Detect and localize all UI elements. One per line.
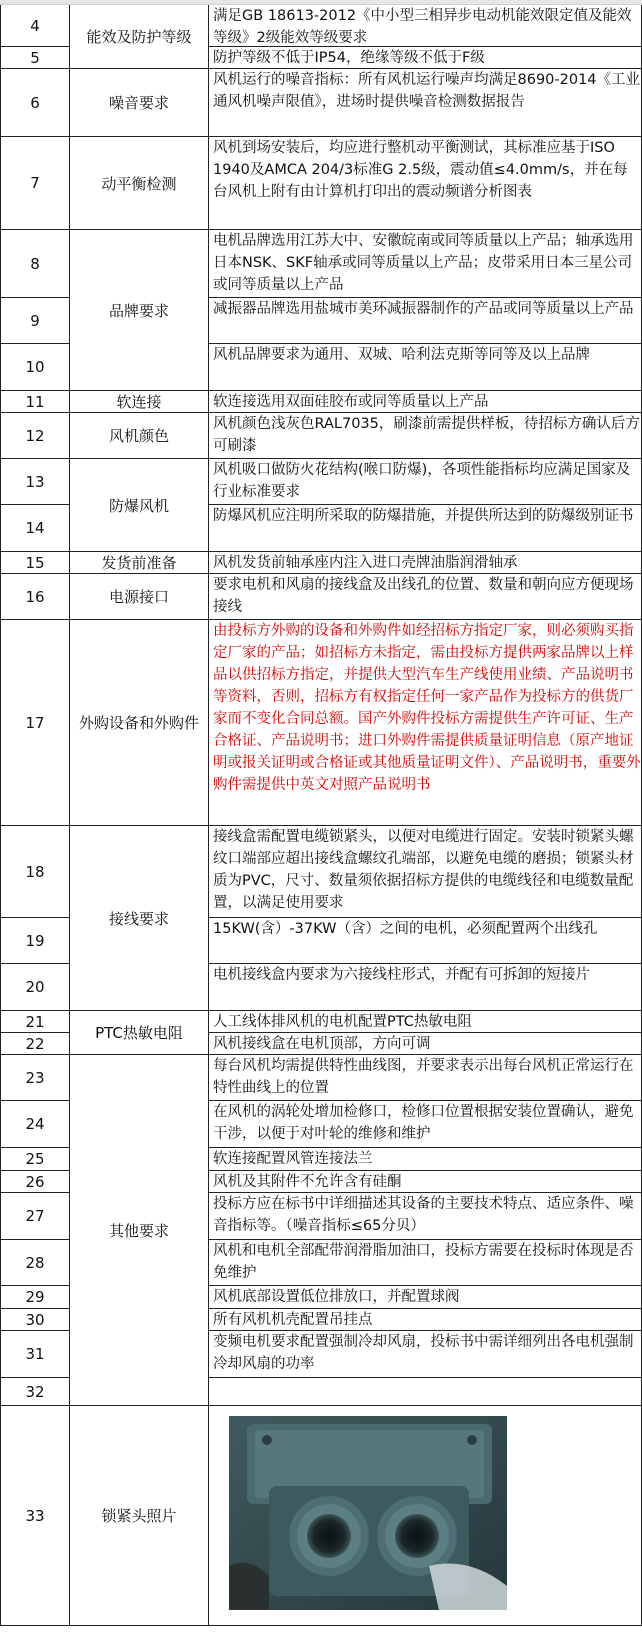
category-cell: 其他要求 bbox=[70, 1055, 209, 1406]
category-cell: 外购设备和外购件 bbox=[70, 620, 209, 826]
category-cell: 电源接口 bbox=[70, 574, 209, 620]
category-cell: 能效及防护等级 bbox=[70, 5, 209, 69]
requirement-text: 风机品牌要求为通用、双城、哈利法克斯等同等及以上品牌 bbox=[209, 344, 642, 391]
requirement-text: 风机吸口做防火花结构(喉口防爆)，各项性能指标均应满足国家及行业标准要求 bbox=[209, 459, 642, 505]
row-number: 8 bbox=[0, 230, 70, 298]
requirement-text: 在风机的涡轮处增加检修口，检修口位置根据安装位置确认，避免干涉，以便于对叶轮的维修和维护 bbox=[209, 1101, 642, 1148]
requirement-text-highlighted: 由投标方外购的设备和外购件如经招标方指定厂家，则必须购买指定厂家的产品；如招标方未指定，需由投标方提供两家品牌以上样品以供招标方指定，并提供大型汽车生产线使用业绩、产品说明书等资料，否则，招标方有权指定任何一家产品作为投标方的供货厂家而不变化合同总额。国产外购件投标方需提供生产许可证、生产合格证、产品说明书；进口外购件需提供质量证明信息（原产地证明或报关证明或合格证或其他质量证明文件）、产品说明书，重要外购件需提供中英文对照产品说明书 bbox=[209, 620, 642, 826]
requirement-text: 软连接配置风管连接法兰 bbox=[209, 1148, 642, 1171]
row-number: 30 bbox=[0, 1309, 70, 1331]
row-number: 25 bbox=[0, 1148, 70, 1171]
requirement-text: 接线盒需配置电缆锁紧头，以便对电缆进行固定。安装时锁紧头螺纹口端部应超出接线盒螺纹孔端部，以避免电缆的磨损；锁紧头材质为PVC，尺寸、数量须依据招标方提供的电缆线径和电缆数量配置，以满足使用要求 bbox=[209, 826, 642, 918]
row-number: 29 bbox=[0, 1286, 70, 1309]
requirement-text: 风机到场安装后，均应进行整机动平衡测试，其标准应基于ISO 1940及AMCA 204/3标准G 2.5级，震动值≤4.0mm/s，并在每台风机上附有由计算机打印出的震动频谱分析图表 bbox=[209, 137, 642, 230]
row-number: 23 bbox=[0, 1055, 70, 1101]
sheet-bottom bbox=[0, 1626, 642, 1638]
requirement-text: 风机底部设置低位排放口，并配置球阀 bbox=[209, 1286, 642, 1309]
row-number: 9 bbox=[0, 298, 70, 344]
row-number: 20 bbox=[0, 964, 70, 1011]
category-cell: 软连接 bbox=[70, 391, 209, 413]
requirement-text: 每台风机均需提供特性曲线图，并要求表示出每台风机正常运行在特性曲线上的位置 bbox=[209, 1055, 642, 1101]
requirement-text: 电机品牌选用江苏大中、安徽皖南或同等质量以上产品；轴承选用日本NSK、SKF轴承或同等质量以上产品；皮带采用日本三星公司或同等质量以上产品 bbox=[209, 230, 642, 298]
photo-cell bbox=[209, 1406, 642, 1626]
requirement-text: 防爆风机应注明所采取的防爆措施，并提供所达到的防爆级别证书 bbox=[209, 505, 642, 552]
row-number: 4 bbox=[0, 5, 70, 47]
row-number: 11 bbox=[0, 391, 70, 413]
category-cell: 防爆风机 bbox=[70, 459, 209, 552]
row-number: 26 bbox=[0, 1171, 70, 1193]
row-number: 19 bbox=[0, 918, 70, 964]
requirement-text: 防护等级不低于IP54，绝缘等级不低于F级 bbox=[209, 47, 642, 69]
category-cell: 风机颜色 bbox=[70, 413, 209, 459]
row-number: 6 bbox=[0, 69, 70, 137]
row-number: 16 bbox=[0, 574, 70, 620]
requirement-text: 风机及其附件不允许含有硅酮 bbox=[209, 1171, 642, 1193]
row-number: 15 bbox=[0, 552, 70, 574]
requirement-text: 风机颜色浅灰色RAL7035，刷漆前需提供样板，待招标方确认后方可刷漆 bbox=[209, 413, 642, 459]
row-number: 5 bbox=[0, 47, 70, 69]
row-number: 14 bbox=[0, 505, 70, 552]
requirement-text: 减振器品牌选用盐城市美环减振器制作的产品或同等质量以上产品 bbox=[209, 298, 642, 344]
category-cell: 锁紧头照片 bbox=[70, 1406, 209, 1626]
requirement-text: 风机和电机全部配带润滑脂加油口，投标方需要在投标时体现是否免维护 bbox=[209, 1240, 642, 1286]
row-number: 22 bbox=[0, 1033, 70, 1055]
requirement-text: 人工线体排风机的电机配置PTC热敏电阻 bbox=[209, 1011, 642, 1033]
row-number: 27 bbox=[0, 1193, 70, 1240]
row-number: 32 bbox=[0, 1378, 70, 1406]
requirement-text: 满足GB 18613-2012《中小型三相异步电动机能效限定值及能效等级》2级能效等级要求 bbox=[209, 5, 642, 47]
category-cell: PTC热敏电阻 bbox=[70, 1011, 209, 1055]
category-cell: 噪音要求 bbox=[70, 69, 209, 137]
cable-gland-photo bbox=[229, 1416, 507, 1610]
row-number: 10 bbox=[0, 344, 70, 391]
requirement-text: 所有风机机壳配置吊挂点 bbox=[209, 1309, 642, 1331]
category-cell: 接线要求 bbox=[70, 826, 209, 1011]
row-number: 18 bbox=[0, 826, 70, 918]
row-number: 24 bbox=[0, 1101, 70, 1148]
category-cell: 品牌要求 bbox=[70, 230, 209, 391]
requirement-text: 风机接线盒在电机顶部，方向可调 bbox=[209, 1033, 642, 1055]
row-number: 21 bbox=[0, 1011, 70, 1033]
requirement-text: 风机运行的噪音指标：所有风机运行噪声均满足8690-2014《工业通风机噪声限值》，进场时提供噪音检测数据报告 bbox=[209, 69, 642, 137]
row-number: 17 bbox=[0, 620, 70, 826]
row-number: 12 bbox=[0, 413, 70, 459]
row-number: 28 bbox=[0, 1240, 70, 1286]
requirement-text: 变频电机要求配置强制冷却风扇，投标书中需详细列出各电机强制冷却风扇的功率 bbox=[209, 1331, 642, 1378]
requirement-text: 软连接选用双面硅胶布或同等质量以上产品 bbox=[209, 391, 642, 413]
category-cell: 动平衡检测 bbox=[70, 137, 209, 230]
row-number: 31 bbox=[0, 1331, 70, 1378]
row-number: 33 bbox=[0, 1406, 70, 1626]
requirement-text: 要求电机和风扇的接线盒及出线孔的位置、数量和朝向应方便现场接线 bbox=[209, 574, 642, 620]
requirement-text: 投标方应在标书中详细描述其设备的主要技术特点、适应条件、噪音指标等。（噪音指标≤65分贝） bbox=[209, 1193, 642, 1240]
requirement-text: 电机接线盒内要求为六接线柱形式，并配有可拆卸的短接片 bbox=[209, 964, 642, 1011]
row-number: 7 bbox=[0, 137, 70, 230]
category-cell: 发货前准备 bbox=[70, 552, 209, 574]
requirement-text bbox=[209, 1378, 642, 1406]
requirement-text: 风机发货前轴承座内注入进口壳牌油脂润滑轴承 bbox=[209, 552, 642, 574]
requirement-text: 15KW(含）-37KW（含）之间的电机，必须配置两个出线孔 bbox=[209, 918, 642, 964]
row-number: 13 bbox=[0, 459, 70, 505]
